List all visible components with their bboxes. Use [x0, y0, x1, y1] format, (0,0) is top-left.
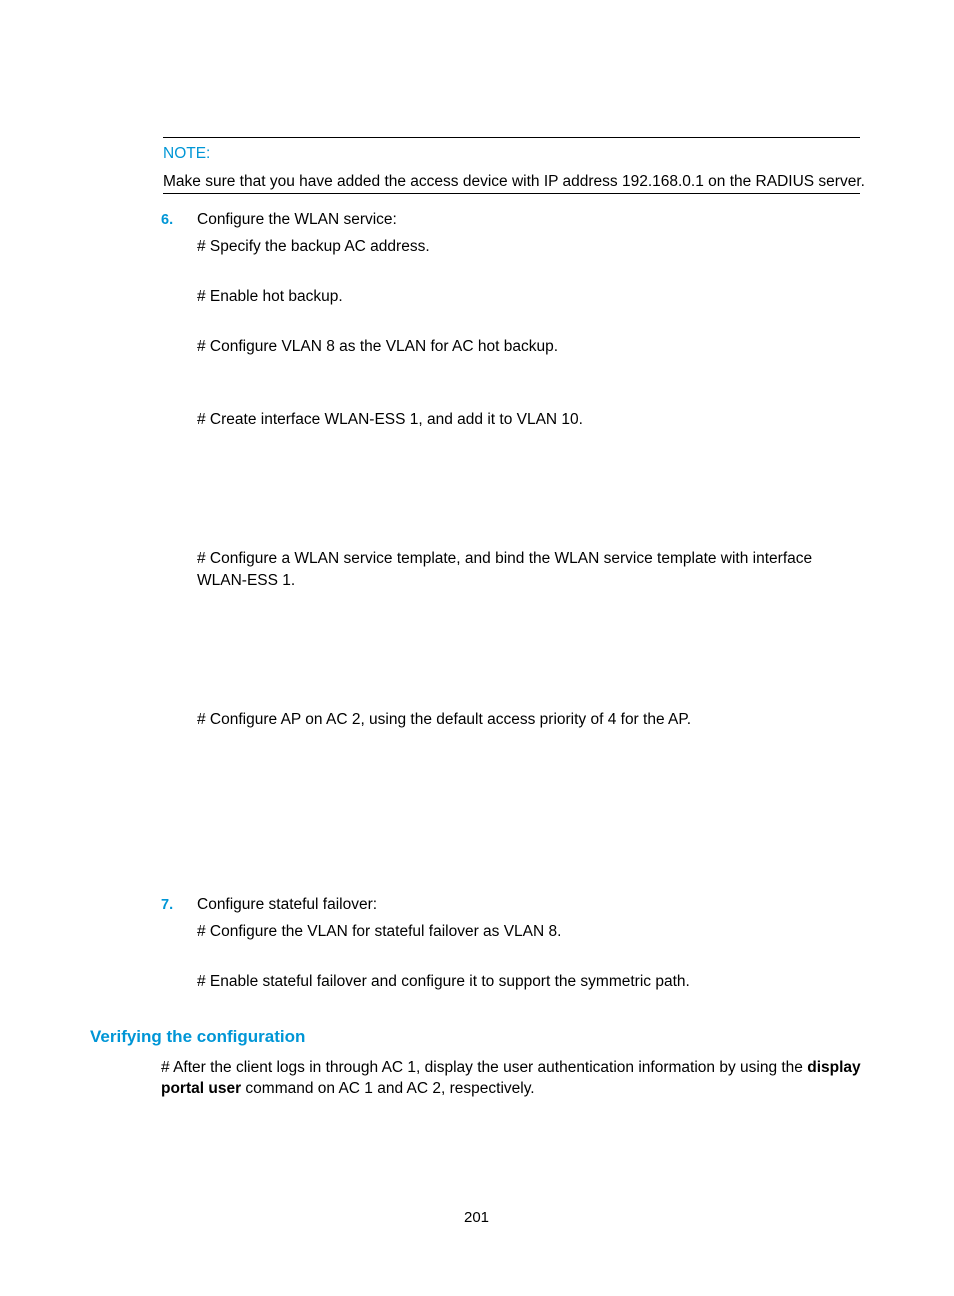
note-bottom-rule: [163, 193, 860, 194]
command-portal-user: portal user: [161, 1080, 242, 1097]
step-7-number: 7.: [161, 897, 174, 913]
verify-paragraph-line-2: [161, 1080, 535, 1098]
step-7-item-failover-vlan: # Configure the VLAN for stateful failover as VLAN 8.: [197, 923, 562, 940]
step-6-item-service-template-cont: WLAN-ESS 1.: [197, 572, 296, 589]
verify-text-1: # After the client logs in through AC 1, display the user authentication information by using the: [161, 1059, 808, 1076]
step-6-item-vlan-8: # Configure VLAN 8 as the VLAN for AC hot backup.: [197, 338, 559, 355]
step-6-item-backup-ac: # Specify the backup AC address.: [197, 238, 430, 255]
note-top-rule: [163, 137, 860, 138]
verify-text-2: command on AC 1 and AC 2, respectively.: [241, 1080, 535, 1097]
step-6-item-wlan-ess: # Create interface WLAN-ESS 1, and add it to VLAN 10.: [197, 411, 583, 428]
section-heading-verifying: Verifying the configuration: [90, 1027, 306, 1046]
step-7-title: Configure stateful failover:: [197, 896, 378, 913]
note-label: NOTE:: [163, 145, 211, 162]
step-7-item-symmetric-path: # Enable stateful failover and configure it to support the symmetric path.: [197, 973, 690, 990]
page-number: 201: [464, 1209, 490, 1226]
step-6-number: 6.: [161, 212, 174, 228]
command-display: display: [807, 1059, 861, 1076]
verify-paragraph-line-1: [161, 1059, 861, 1077]
step-6-title: Configure the WLAN service:: [197, 211, 397, 228]
step-6-item-service-template: # Configure a WLAN service template, and bind the WLAN service template with interface: [197, 550, 813, 567]
note-text: Make sure that you have added the access device with IP address 192.168.0.1 on the RADIUS server.: [163, 173, 865, 190]
step-6-item-configure-ap: # Configure AP on AC 2, using the default access priority of 4 for the AP.: [197, 711, 692, 728]
step-6-item-hot-backup: # Enable hot backup.: [197, 288, 343, 305]
